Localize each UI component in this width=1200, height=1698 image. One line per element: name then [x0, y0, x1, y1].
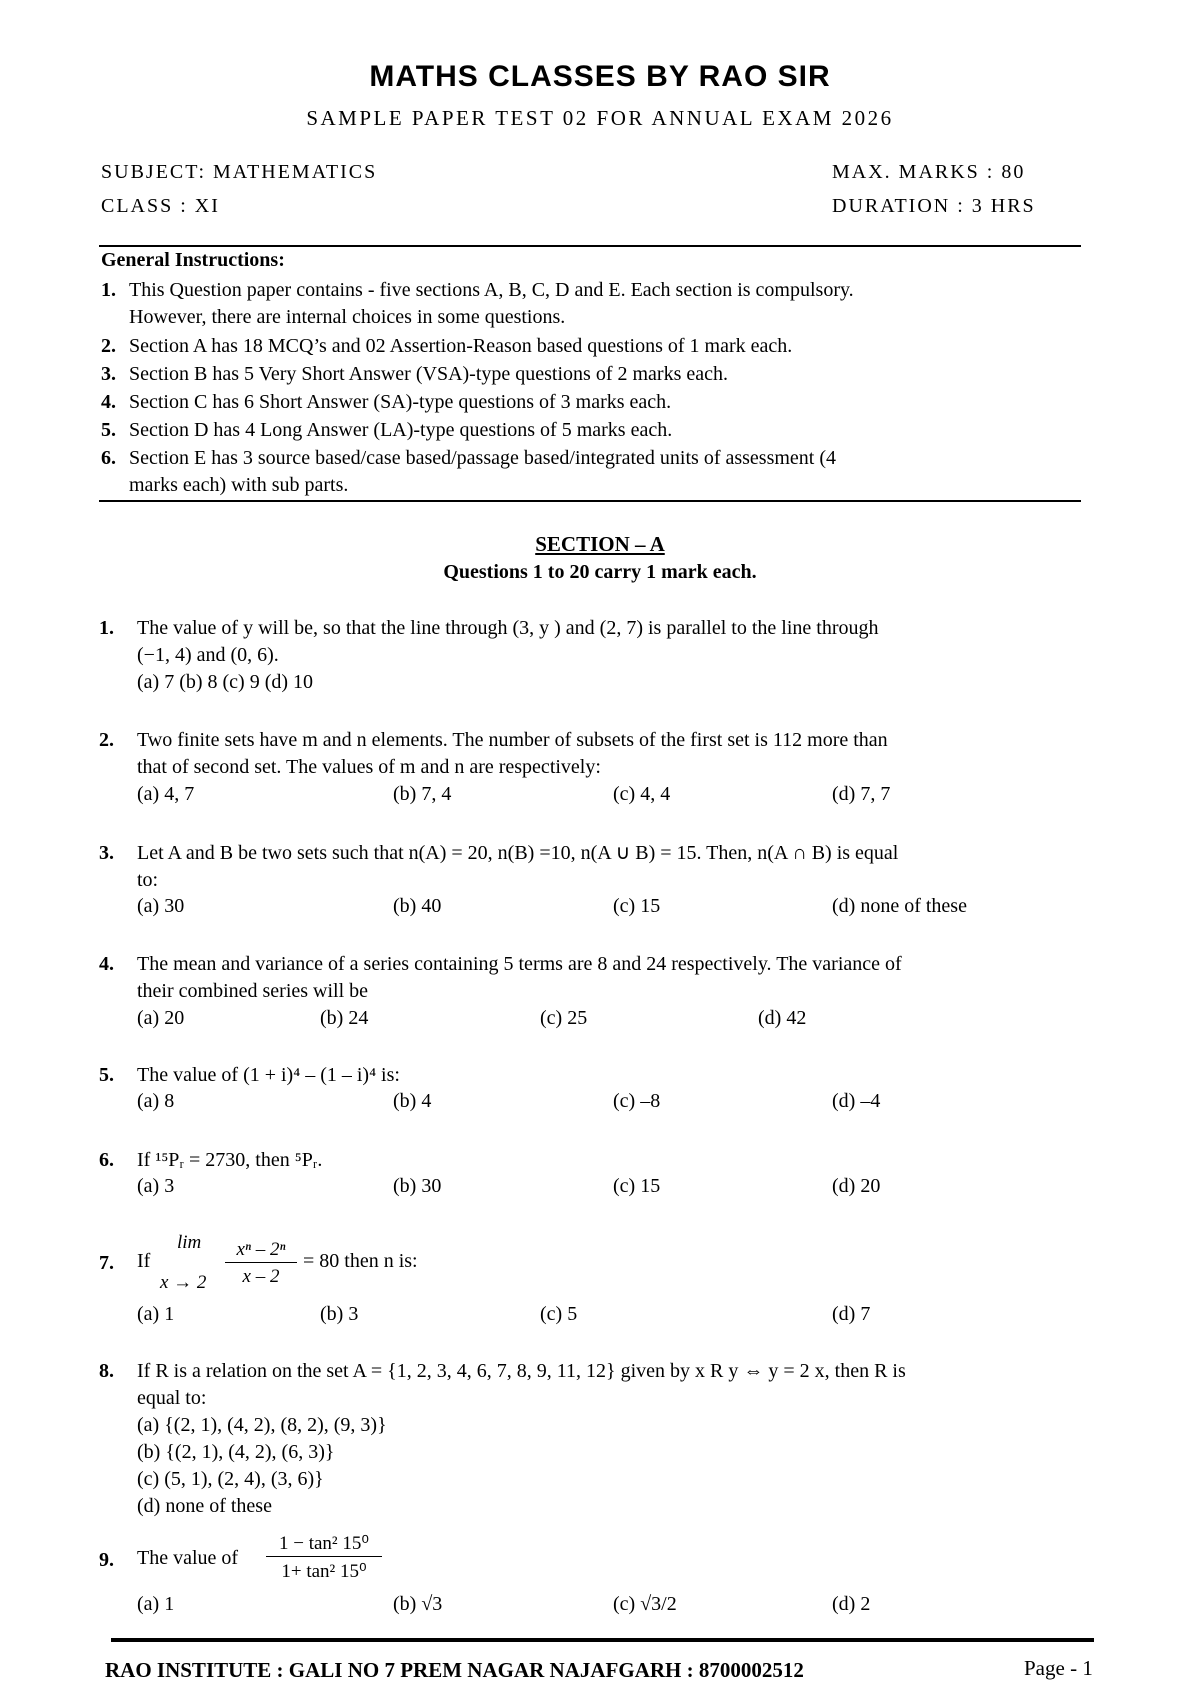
option-b: (b) 30 [393, 1175, 442, 1197]
option-a: (a) 1 [137, 1303, 175, 1325]
instructions-heading: General Instructions: [101, 249, 285, 271]
option-b: (b) 7, 4 [393, 783, 452, 805]
option-c: (c) √3/2 [613, 1593, 677, 1615]
instruction-item: 2. Section A has 18 MCQ’s and 02 Assertion-Reason based questions of 1 mark each. [101, 335, 793, 357]
option-b: (b) √3 [393, 1593, 443, 1615]
question-3: 3. Let A and B be two sets such that n(A) = 20, n(B) =10, n(A ∪ B) = 15. Then, n(A ∩ B) is equal to: [99, 842, 899, 891]
instruction-item: 5. Section D has 4 Long Answer (LA)-type questions of 5 marks each. [101, 419, 673, 441]
class-label: CLASS : XI [101, 195, 220, 217]
fraction-denominator: 1+ tan² 15⁰ [281, 1561, 367, 1582]
option-d: (d) 42 [758, 1007, 807, 1029]
instruction-item: 6. Section E has 3 source based/case based/passage based/integrated units of assessment (4 marks each) with sub parts. [101, 447, 837, 496]
question-7-suffix: = 80 then n is: [303, 1250, 418, 1272]
section-title: SECTION – A [535, 532, 665, 556]
instruction-item: 4. Section C has 6 Short Answer (SA)-type questions of 3 marks each. [101, 391, 672, 413]
option-a: (a) 4, 7 [137, 783, 195, 805]
instructions-divider [99, 500, 1081, 502]
option-d: (d) 2 [832, 1593, 871, 1615]
option-c: (c) 5 [540, 1303, 578, 1325]
question-1: 1. The value of y will be, so that the line through (3, y ) and (2, 7) is parallel to the line through (−1, 4) and (0, 6). (a) 7 (b) 8 (c) 9 (d) 10 [99, 615, 1089, 696]
subject-label: SUBJECT: MATHEMATICS [101, 161, 378, 183]
option-b: (b) 4 [393, 1090, 432, 1112]
option-a: (a) 20 [137, 1007, 185, 1029]
question-5: 5. The value of (1 + i)⁴ – (1 – i)⁴ is: [99, 1064, 400, 1086]
question-6: 6. If ¹⁵Pᵣ = 2730, then ⁵Pᵣ. [99, 1149, 323, 1171]
option-list: (a) 7 (b) 8 (c) 9 (d) 10 [137, 671, 314, 693]
page-number: Page - 1 [1024, 1656, 1093, 1680]
option-c: (c) –8 [613, 1090, 661, 1112]
limit-subscript: x → 2 [160, 1272, 207, 1293]
option-d: (d) 7, 7 [832, 783, 891, 805]
instruction-item: 1. This Question paper contains - five sections A, B, C, D and E. Each section is compulsory. However, there are internal choices in some questions. [101, 279, 854, 328]
option-d: (d) 7 [832, 1303, 871, 1325]
option-d: (d) –4 [832, 1090, 881, 1112]
question-4: 4. The mean and variance of a series containing 5 terms are 8 and 24 respectively. The variance of their combined series will be [99, 953, 902, 1002]
footer-institute: RAO INSTITUTE : GALI NO 7 PREM NAGAR NAJAFGARH : 8700002512 [105, 1658, 804, 1682]
option-d: (d) none of these [137, 1495, 272, 1517]
question-7-prefix: If [137, 1250, 151, 1272]
question-8: 8. If R is a relation on the set A = {1, 2, 3, 4, 6, 7, 8, 9, 11, 12} given by x R y ⇔ y = 2 x, then R is equal to: (a) {(2, 1), (4, 2), (8, 2), (9, 3)} (b) {(2, 1), (4, 2), (6, 3)} (c) (5, 1), (2, 4), (3, 6)} (d) none of these [99, 1358, 1089, 1520]
option-c: (c) 4, 4 [613, 783, 671, 805]
option-d: (d) 20 [832, 1175, 881, 1197]
fraction-denominator: x – 2 [242, 1266, 280, 1287]
section-subtitle: Questions 1 to 20 carry 1 mark each. [443, 561, 757, 583]
page-title: MATHS CLASSES BY RAO SIR [369, 60, 831, 93]
instruction-item: 3. Section B has 5 Very Short Answer (VSA)-type questions of 2 marks each. [101, 363, 728, 385]
footer-divider [111, 1638, 1094, 1642]
fraction-numerator: xⁿ – 2ⁿ [225, 1238, 297, 1263]
option-a: (a) 30 [137, 895, 185, 917]
option-b: (b) {(2, 1), (4, 2), (6, 3)} [137, 1441, 335, 1463]
option-a: (a) 8 [137, 1090, 175, 1112]
option-d: (d) none of these [832, 895, 967, 917]
header-divider [99, 245, 1081, 247]
option-b: (b) 40 [393, 895, 442, 917]
duration-label: DURATION : 3 HRS [832, 195, 1036, 217]
option-a: (a) 1 [137, 1593, 175, 1615]
limit-operator: lim [177, 1232, 202, 1253]
option-c: (c) 15 [613, 1175, 661, 1197]
max-marks-label: MAX. MARKS : 80 [832, 161, 1026, 183]
fraction-numerator: 1 − tan² 15⁰ [266, 1532, 382, 1557]
option-c: (c) 25 [540, 1007, 588, 1029]
option-c: (c) (5, 1), (2, 4), (3, 6)} [137, 1468, 324, 1490]
option-b: (b) 3 [320, 1303, 359, 1325]
exam-page: MATHS CLASSES BY RAO SIR SAMPLE PAPER TEST 02 FOR ANNUAL EXAM 2026 SUBJECT: MATHEMATICS MAX. MARKS : 80 CLASS : XI DURATION : 3 HRS General Instructions: 1. This Question paper contains - five sections A, B, C, D and E. Each section is compulsory. However, there are internal choices in some questions. 2. Section A has 18 MCQ’s and 02 Assertion-Reason based questions of 1 mark each. 3. Section B has 5 Very Short Answer (VSA)-type questions of 2 marks each. 4. Section C has 6 Short Answer (SA)-type questions of 3 marks each. 5. Section D has 4 Long Answer (LA)-type questions of 5 marks each. 6. Section E has 3 source based/case based/passage based/integrated units of assessment (4 marks each) with sub parts. SECTION – A Questions 1 to 20 carry 1 mark each. 1. The value of y will be, so that the line through (3, y ) and (2, 7) is parallel to the line through (−1, 4) and (0, 6). (a) 7 (b) 8 (c) 9 (d) 10 2. Two finite sets have m and n elements. The number of subsets of the first set is 112 more than that of second set. The values of m and n are respectively: (a) 4, 7 (b) 7, 4 (c) 4, 4 (d) 7, 7 3. Let A and B be two sets such that n(A) = 20, n(B) =10, n(A ∪ B) = 15. Then, n(A ∩ B) is equal to: (a) 30 (b) 40 (c) 15 (d) none of these 4. The mean and variance of a series containing 5 terms are 8 and 24 respectively. The variance of their combined series will be (a) 20 (b) 24 (c) 25 (d) 42 5. The value of (1 + i)⁴ – (1 – i)⁴ is: (a) 8 (b) 4 (c) –8 (d) –4 6. If ¹⁵Pᵣ = 2730, then ⁵Pᵣ. (a) 3 (b) 30 (c) 15 (d) 20 7. If lim x → 2 xⁿ – 2ⁿ x – 2 = 80 then n is: (a) 1 (b) 3 (c) 5 (d) 7 8. If R is a relation on the set A = {1, 2, 3, 4, 6, 7, 8, 9, 11, 12} given by x R y ⇔ y = 2 x, then R is equal to: (a) {(2, 1), (4, 2), (8, 2), (9, 3)} (b) {(2, 1), (4, 2), (6, 3)} (c) (5, 1), (2, 4), (3, 6)} (d) none of these 9. The value of 1 − tan² 15⁰ 1+ tan² 15⁰ (a) 1 (b) √3 (c) √3/2 (d) 2 RAO INSTITUTE : GALI NO 7 PREM NAGAR NAJAFGARH : 8700002512 Page - 1 [0, 0, 1200, 1698]
option-a: (a) 3 [137, 1175, 175, 1197]
option-b: (b) 24 [320, 1007, 369, 1029]
question-9-prefix: The value of [137, 1547, 239, 1569]
page-subtitle: SAMPLE PAPER TEST 02 FOR ANNUAL EXAM 2026 [306, 106, 894, 130]
option-a: (a) {(2, 1), (4, 2), (8, 2), (9, 3)} [137, 1414, 387, 1436]
question-2: 2. Two finite sets have m and n elements. The number of subsets of the first set is 112 more than that of second set. The values of m and n are respectively: [99, 729, 888, 778]
option-c: (c) 15 [613, 895, 661, 917]
